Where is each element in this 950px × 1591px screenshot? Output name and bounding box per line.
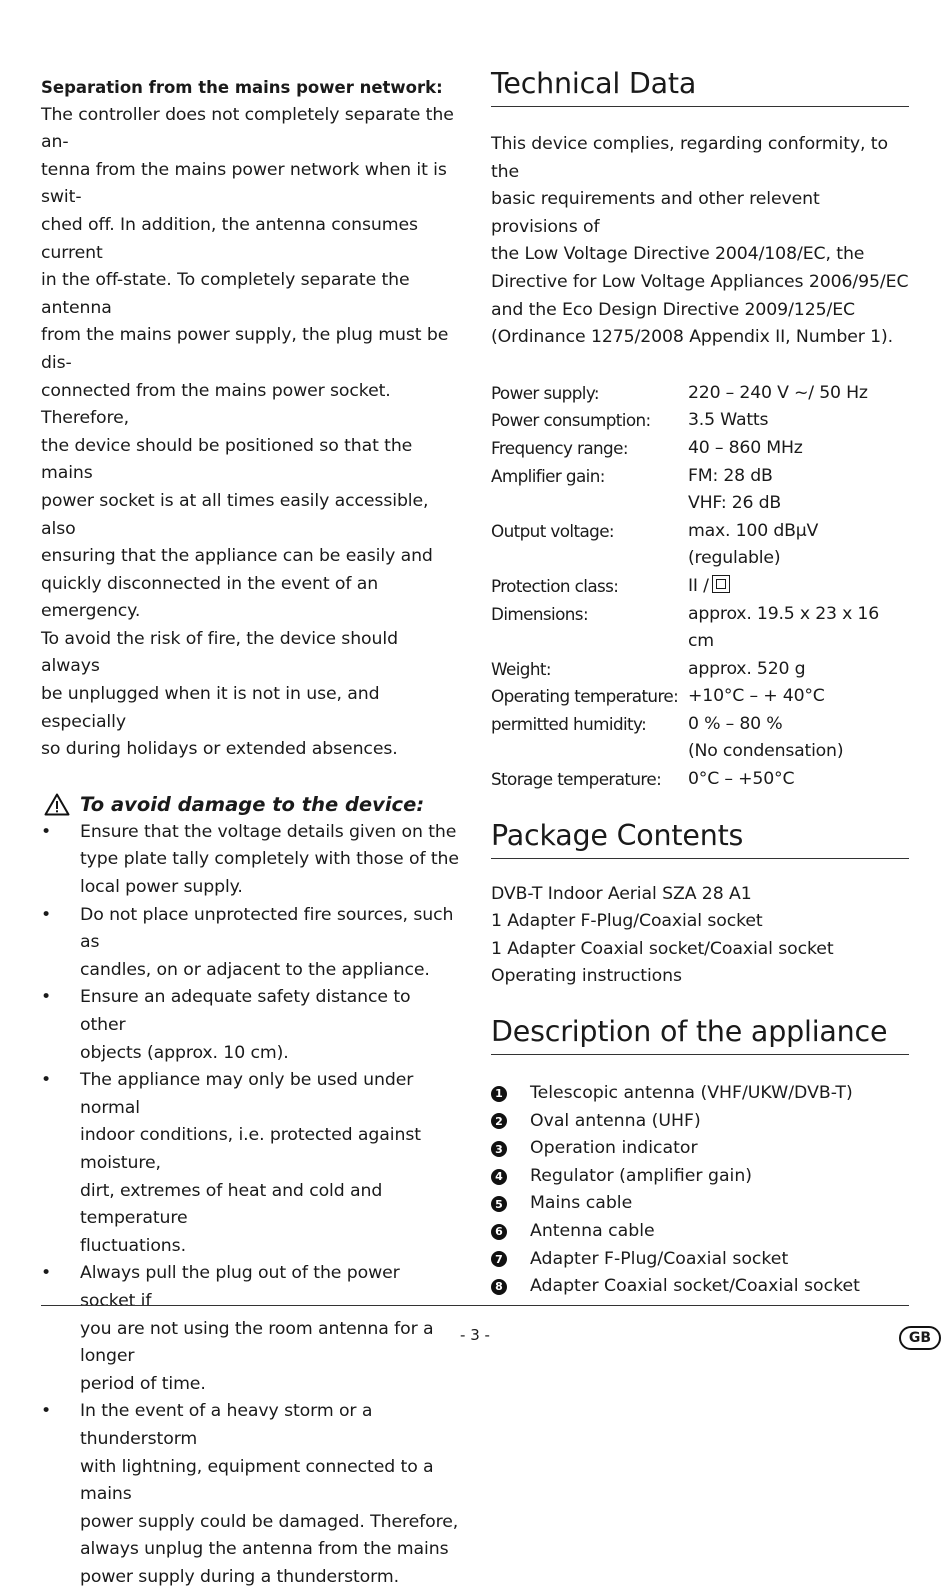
warning-list xyxy=(41,819,459,1591)
part-label: Adapter Coaxial socket/Coaxial socket xyxy=(530,1276,860,1297)
warning-heading-text: To avoid damage to the device: xyxy=(80,792,425,816)
spec-row xyxy=(491,407,909,435)
spec-label: Operating temperature: xyxy=(491,686,679,707)
warning-item-line: local power supply. xyxy=(80,877,243,898)
description-title: Description of the appliance xyxy=(491,1012,909,1055)
warning-item-line: you are not using the room antenna for a longer xyxy=(80,1318,434,1367)
warning-item-line: indoor conditions, i.e. protected against moisture, xyxy=(80,1125,421,1173)
technical-intro xyxy=(491,131,909,352)
number-3-icon: 3 xyxy=(491,1141,507,1157)
number-7-icon: 7 xyxy=(491,1251,507,1267)
description-section xyxy=(491,1012,909,1301)
left-column xyxy=(41,74,459,1591)
separation-line: To avoid the risk of fire, the device should always xyxy=(41,628,398,677)
spec-value: 3.5 Watts xyxy=(688,410,769,431)
spec-label xyxy=(491,545,688,573)
part-item xyxy=(491,1246,909,1274)
language-badge: GB xyxy=(899,1326,941,1350)
warning-heading xyxy=(41,791,459,819)
bullet-icon: • xyxy=(41,1401,52,1422)
number-2-icon: 2 xyxy=(491,1113,507,1129)
technical-intro-line: Directive for Low Voltage Appliances 2006/95/EC xyxy=(491,271,909,292)
package-item: 1 Adapter F-Plug/Coaxial socket xyxy=(491,911,763,932)
spec-label: permitted humidity: xyxy=(491,713,647,734)
spec-value: 0 % – 80 % xyxy=(688,713,783,734)
spec-label: Weight: xyxy=(491,658,551,679)
bullet-icon: • xyxy=(41,1070,52,1091)
spec-value: (regulable) xyxy=(688,548,781,569)
spec-row xyxy=(491,380,909,408)
separation-line: ched off. In addition, the antenna consumes current xyxy=(41,214,418,263)
spec-value: max. 100 dBµV xyxy=(688,520,819,541)
package-contents-title: Package Contents xyxy=(491,816,909,859)
warning-item-line: fluctuations. xyxy=(80,1235,186,1256)
separation-line: in the off-state. To completely separate the antenna xyxy=(41,270,410,318)
spec-row xyxy=(491,711,909,739)
spec-label xyxy=(491,490,688,518)
separation-text xyxy=(41,102,459,764)
part-label: Oval antenna (UHF) xyxy=(530,1110,701,1131)
technical-intro-line: This device complies, regarding conformity, to the xyxy=(491,134,888,182)
number-4-icon: 4 xyxy=(491,1169,507,1185)
parts-list xyxy=(491,1080,909,1301)
warning-item-line: objects (approx. 10 cm). xyxy=(80,1042,289,1063)
spec-row xyxy=(491,766,909,794)
warning-item-line: period of time. xyxy=(80,1373,206,1394)
number-8-icon: 8 xyxy=(491,1279,507,1295)
spec-label xyxy=(491,738,688,766)
spec-row xyxy=(491,518,909,546)
warning-item-line: type plate tally completely with those of the xyxy=(80,849,459,870)
part-item xyxy=(491,1080,909,1108)
double-insulation-icon xyxy=(712,575,730,593)
warning-item-line: In the event of a heavy storm or a thunderstorm xyxy=(80,1401,373,1449)
separation-line: quickly disconnected in the event of an emergency. xyxy=(41,573,379,622)
package-contents-section xyxy=(491,816,909,991)
technical-intro-line: (Ordinance 1275/2008 Appendix II, Number 1). xyxy=(491,327,894,348)
separation-line: power socket is at all times easily accessible, also xyxy=(41,490,429,539)
part-label: Adapter F-Plug/Coaxial socket xyxy=(530,1248,789,1269)
separation-heading: Separation from the mains power network: xyxy=(41,78,443,97)
part-label: Regulator (amplifier gain) xyxy=(530,1165,753,1186)
spec-row xyxy=(491,463,909,491)
warning-item-line: Do not place unprotected fire sources, such as xyxy=(80,904,454,953)
spec-value: approx. 19.5 x 23 x 16 cm xyxy=(688,603,879,652)
part-item xyxy=(491,1108,909,1136)
spec-value: approx. 520 g xyxy=(688,658,806,679)
spec-value: 40 – 860 MHz xyxy=(688,437,803,458)
warning-item-line: The appliance may only be used under normal xyxy=(80,1070,414,1118)
page-number: - 3 - xyxy=(460,1326,490,1344)
spec-table xyxy=(491,380,909,794)
spec-value: VHF: 26 dB xyxy=(688,493,782,514)
warning-item-line: power supply could be damaged. Therefore, xyxy=(80,1511,459,1532)
technical-intro-line: the Low Voltage Directive 2004/108/EC, the xyxy=(491,244,865,265)
spec-label: Output voltage: xyxy=(491,520,614,541)
warning-item-line: Ensure an adequate safety distance to other xyxy=(80,987,411,1035)
separation-line: so during holidays or extended absences. xyxy=(41,739,398,760)
spec-label: Dimensions: xyxy=(491,603,588,624)
package-list xyxy=(491,881,909,991)
spec-row xyxy=(491,573,909,601)
warning-item xyxy=(41,902,459,985)
warning-item xyxy=(41,819,459,902)
part-item xyxy=(491,1190,909,1218)
warning-item-line: Always pull the plug out of the power socket if xyxy=(80,1263,400,1311)
technical-intro-line: and the Eco Design Directive 2009/125/EC xyxy=(491,299,855,320)
part-label: Operation indicator xyxy=(530,1138,698,1159)
warning-item-line: power supply during a thunderstorm. xyxy=(80,1566,399,1587)
part-item xyxy=(491,1218,909,1246)
package-item: 1 Adapter Coaxial socket/Coaxial socket xyxy=(491,938,834,959)
warning-item-line: always unplug the antenna from the mains xyxy=(80,1539,449,1560)
part-item xyxy=(491,1273,909,1301)
spec-row xyxy=(491,656,909,684)
separation-line: be unplugged when it is not in use, and especially xyxy=(41,684,380,732)
right-column xyxy=(491,64,909,1301)
number-1-icon: 1 xyxy=(491,1086,507,1102)
package-item: Operating instructions xyxy=(491,966,682,987)
separation-line: connected from the mains power socket. Therefore, xyxy=(41,380,391,429)
number-5-icon: 5 xyxy=(491,1196,507,1212)
spec-value: FM: 28 dB xyxy=(688,465,773,486)
spec-label: Power consumption: xyxy=(491,410,651,431)
part-item xyxy=(491,1135,909,1163)
bullet-icon: • xyxy=(41,987,52,1008)
spec-row xyxy=(491,490,909,518)
part-label: Antenna cable xyxy=(530,1221,655,1241)
spec-value: (No condensation) xyxy=(688,741,844,762)
bullet-icon: • xyxy=(41,1263,52,1284)
spec-value: 0°C – +50°C xyxy=(688,769,795,790)
spec-value: +10°C – + 40°C xyxy=(688,686,825,707)
footer-divider xyxy=(41,1305,909,1306)
technical-data-title: Technical Data xyxy=(491,64,909,107)
separation-line: from the mains power supply, the plug must be dis- xyxy=(41,325,449,373)
spec-value: 220 – 240 V ~/ 50 Hz xyxy=(688,382,868,403)
part-label: Mains cable xyxy=(530,1193,633,1214)
spec-row xyxy=(491,683,909,711)
warning-item-line: Ensure that the voltage details given on the xyxy=(80,821,457,842)
spec-label: Power supply: xyxy=(491,382,599,403)
spec-row xyxy=(491,435,909,463)
spec-value: II / xyxy=(688,575,709,596)
warning-item xyxy=(41,984,459,1067)
part-item xyxy=(491,1163,909,1191)
part-label: Telescopic antenna (VHF/UKW/DVB-T) xyxy=(530,1083,853,1104)
number-6-icon: 6 xyxy=(491,1224,507,1240)
spec-label: Storage temperature: xyxy=(491,769,662,790)
separation-line: ensuring that the appliance can be easily and xyxy=(41,546,433,567)
warning-item-line: dirt, extremes of heat and cold and temperature xyxy=(80,1180,383,1229)
warning-item-line: with lightning, equipment connected to a mains xyxy=(80,1456,434,1505)
bullet-icon: • xyxy=(41,904,52,925)
warning-item xyxy=(41,1398,459,1591)
separation-line: The controller does not completely separate the an- xyxy=(41,104,454,153)
separation-line: the device should be positioned so that the mains xyxy=(41,435,413,484)
warning-item-line: candles, on or adjacent to the appliance. xyxy=(80,959,430,980)
spec-label: Amplifier gain: xyxy=(491,465,605,486)
spec-label: Protection class: xyxy=(491,575,619,596)
spec-row xyxy=(491,601,909,656)
bullet-icon: • xyxy=(41,821,52,842)
spec-label: Frequency range: xyxy=(491,437,628,458)
package-item: DVB-T Indoor Aerial SZA 28 A1 xyxy=(491,883,752,904)
warning-triangle-icon xyxy=(44,793,70,816)
separation-line: tenna from the mains power network when it is swit- xyxy=(41,159,447,208)
spec-row xyxy=(491,738,909,766)
spec-row xyxy=(491,545,909,573)
warning-item xyxy=(41,1067,459,1260)
technical-intro-line: basic requirements and other relevent provisions of xyxy=(491,189,820,237)
